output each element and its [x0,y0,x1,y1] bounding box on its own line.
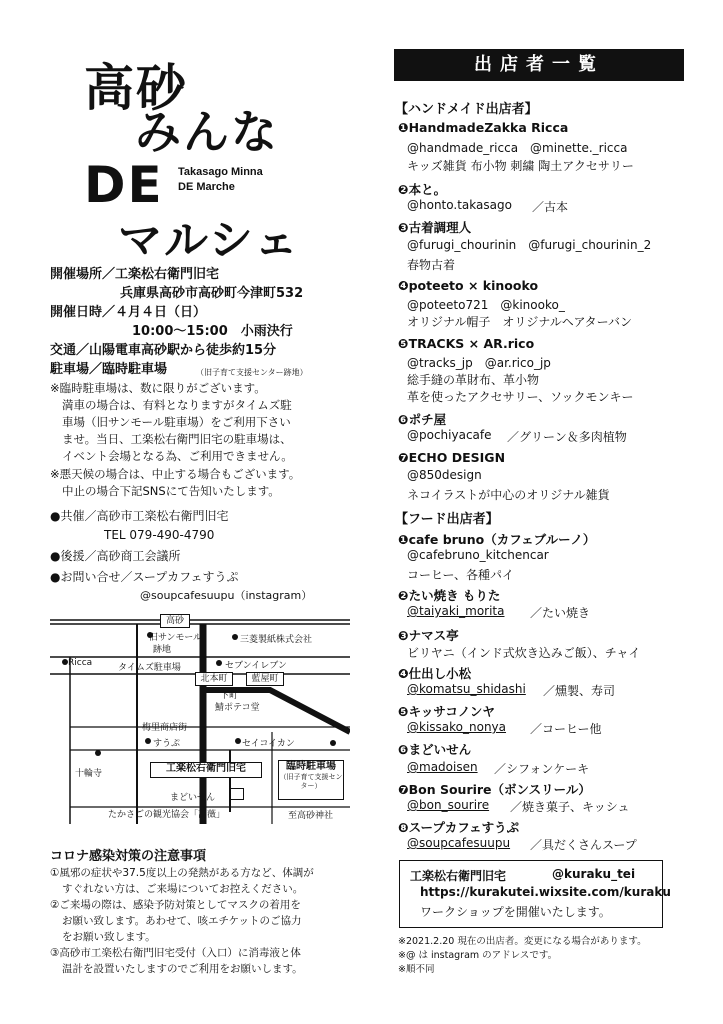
vendor-name: ❺キッサコノンヤ [398,704,495,719]
map-takasago-label: 高砂 [160,614,190,628]
vendor-instagram: @taiyaki_morita [407,604,505,618]
vendor-name: ❻まどいせん [398,742,472,757]
corona-item-3b: 温計を設置いたしますのでご利用をお願いします。 [62,963,303,975]
vendor-desc: 総手縫の革財布、革小物 [407,373,540,387]
vendor-name: ❶HandmadeZakka Ricca [398,120,569,135]
vendor-name: ❷本と。 [398,182,447,197]
corona-item-3a: ③高砂市工楽松右衛門旧宅受付（入口）に消毒液と体 [50,947,301,959]
vendor-desc: ／具だくさんスープ [530,838,637,852]
vendor-instagram: @madoisen [407,760,478,774]
access: 交通／山陽電車高砂駅から徒歩約15分 [50,343,277,358]
contact: ●お問い合せ／スープカフェすうぷ [50,570,239,584]
kuraku-url[interactable]: https://kurakutei.wixsite.com/kuraku [420,885,671,899]
kuraku-workshop: ワークショップを開催いたします。 [420,905,611,919]
title-takasago: 高砂 [84,58,188,117]
corona-item-2b: お願い致します。あわせて、咳エチケットのご協力 [62,915,302,927]
note-6: ※悪天候の場合は、中止する場合もございます。 [50,467,301,481]
vendor-name: ❽スープカフェすうぷ [398,820,520,835]
sponsor: ●後援／高砂商工会議所 [50,549,181,563]
vendor-desc: ／焼き菓子、キッシュ [510,800,630,814]
map-shimomachi: 下町 [220,691,239,701]
vendor-name: ❶cafe bruno（カフェブルーノ） [398,532,596,547]
map-sunmall: 旧サンモール [149,633,203,643]
time: 10:00〜15:00 小雨決行 [132,324,293,339]
vendor-name: ❺TRACKS × AR.rico [398,336,535,351]
note-3: 車場（旧サンモール駐車場）をご利用下さい [62,415,291,429]
map-dot [235,738,241,744]
vendor-desc: 革を使ったアクセサリー、ソックモンキー [407,390,634,404]
vendor-instagram: @pochiyacafe [407,428,492,442]
map-seiko: セイコイカン [242,739,295,749]
map-dot [232,634,238,640]
map-dot [145,738,151,744]
vendor-desc: ／燻製、寿司 [543,684,616,698]
host: ●共催／高砂市工楽松右衛門旧宅 [50,509,229,523]
footnote-1: ※2021.2.20 現在の出店者。変更になる場合があります。 [398,936,647,947]
vendor-desc: コーヒー、各種パイ [407,568,515,582]
map-kitahoncho: 北本町 [195,672,233,686]
map-times: タイムズ駐車場 [118,663,181,673]
note-1: ※臨時駐車場は、数に限りがございます。 [50,381,266,395]
vendor-instagram: @honto.takasago [407,198,512,212]
map-kankou: たかさごの観光協会「萬薇」 [108,810,226,820]
kuraku-info-box [399,860,671,928]
map-jukkuji: 十輪寺 [75,769,103,779]
map-shoten: 梅里商店街 [142,723,188,733]
map-madoisen-square [230,788,244,800]
vendor-instagram: @850design [407,468,482,482]
vendor-instagram: @tracks_jp @ar.rico_jp [407,356,551,370]
map-potato: 鯖ポテコ堂 [215,703,260,713]
kuraku-name: 工楽松右衛門旧宅 [410,869,507,883]
map-jinja: 至高砂神社 [288,811,334,821]
title-minna: みんな [135,105,279,159]
corona-item-2c: をお願い致します。 [62,931,156,943]
vendor-desc: ／たい焼き [530,606,591,620]
vendor-desc: オリジナル帽子 オリジナルヘアターバン [407,315,633,329]
access-map [50,612,350,824]
subtitle-en-2: DE Marche [178,181,235,193]
note-7: 中止の場合下記SNSにて告知いたします。 [62,484,280,498]
map-sunmall-2: 跡地 [153,645,172,655]
corona-title: コロナ感染対策の注意事項 [50,849,207,864]
vendor-instagram: @bon_sourire [407,798,490,812]
map-ricca: Ricca [68,658,93,668]
vendor-name: ❻ポチ屋 [398,412,447,427]
vendor-instagram: @handmade_ricca @minette._ricca [407,141,628,155]
note-5: イベント会場となる為、ご利用できません。 [62,449,293,463]
vendor-instagram: @komatsu_shidashi [407,682,526,696]
subtitle-en-1: Takasago Minna [178,166,263,178]
map-rinji-box [278,760,344,800]
map-kuraku-box: 工楽松右衛門旧宅 [150,762,262,778]
map-madoisen: まどいせん [170,793,216,803]
host-tel: TEL 079-490-4790 [104,528,215,542]
vendor-desc: ／シフォンケーキ [494,762,590,776]
vendor-desc: ／グリーン＆多肉植物 [507,430,627,444]
vendor-name: ❸古着調理人 [398,220,472,235]
note-4: ませ。当日、工楽松右衛門旧宅の駐車場は、 [62,432,292,446]
handmade-section-title: 【ハンドメイド出店者】 [395,102,538,117]
address: 兵庫県高砂市高砂町今津町532 [120,286,304,301]
map-mitsubishi: 三菱製紙株式会社 [240,635,313,645]
map-dot [95,750,101,756]
vendor-name: ❼Bon Sourire（ボンスリール） [398,782,591,797]
map-rinji-sub: （旧子育て支援センター） [279,773,343,790]
title-marche: マルシェ [118,215,301,266]
footnote-2: ※@ は instagram のアドレスです。 [398,950,558,961]
map-suupu: すうぷ [153,739,181,749]
parking-note: （旧子育て支援センター跡地） [196,368,308,377]
kuraku-instagram: @kuraku_tei [552,867,636,881]
map-dot [216,660,222,666]
vendor-desc: キッズ雑貨 布小物 刺繍 陶土アクセサリー [407,159,634,173]
note-2: 満車の場合は、有料となりますがタイムズ駐 [62,398,292,412]
footnote-3: ※順不同 [398,964,435,975]
vendor-instagram: @furugi_chourinin @furugi_chourinin_2 [407,238,652,252]
venue: 開催場所／工楽松右衛門旧宅 [50,267,220,282]
title-de: DE [84,156,164,214]
vendor-instagram: @kissako_nonya [407,720,507,734]
vendor-desc: ／コーヒー他 [530,722,602,736]
vendor-name: ❹仕出し小松 [398,666,472,681]
map-rinji: 臨時駐車場 [286,761,336,772]
vendor-desc: ／古本 [532,200,569,214]
map-hinodecho: 藍屋町 [246,672,284,686]
map-seven: セブンイレブン [225,661,287,671]
parking: 駐車場／臨時駐車場 [50,362,168,377]
corona-item-2a: ②ご来場の際は、感染予防対策としてマスクの着用を [50,899,301,911]
contact-instagram: @soupcafesuupu（instagram） [140,589,313,602]
vendor-name: ❼ECHO DESIGN [398,450,506,465]
vendor-desc: 春物古着 [407,258,456,272]
corona-item-1b: すぐれない方は、ご来場についてお控えください。 [62,883,304,895]
vendor-desc: ビリヤニ（インド式炊き込みご飯）、チャイ [407,646,641,660]
food-section-title: 【フード出店者】 [395,512,499,527]
map-dot [330,740,336,746]
vendor-desc: ネコイラストが中心のオリジナル雑貨 [407,488,610,502]
vendor-instagram: @poteeto721 @kinooko_ [407,298,565,312]
vendor-instagram: @cafebruno_kitchencar [407,548,549,562]
corona-item-1a: ①風邪の症状や37.5度以上の発熱がある方など、体調が [50,867,314,879]
date: 開催日時／４月４日（日） [50,305,207,320]
vendor-instagram: @soupcafesuupu [407,836,511,850]
vendor-name: ❸ナマス亭 [398,628,459,643]
vendor-name: ❷たい焼き もりた [398,588,501,603]
vendor-list-header: 出店者一覧 [394,49,684,81]
vendor-name: ❹poteeto × kinooko [398,278,539,293]
